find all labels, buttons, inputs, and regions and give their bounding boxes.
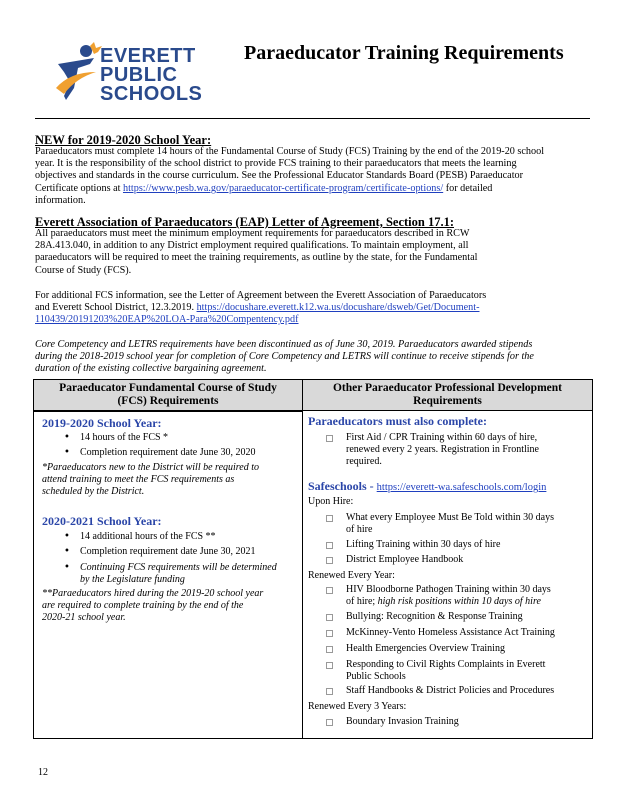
body-line: Course of Study (FCS). bbox=[35, 264, 132, 276]
safeschools-link[interactable]: https://everett-wa.safeschools.com/login bbox=[376, 482, 547, 493]
checkbox-icon bbox=[326, 614, 333, 621]
body-line: year. It is the responsibility of the school district to provide FCS training to their paraeducators that meets the learning bbox=[35, 158, 517, 170]
hire-item: District Employee Handbook bbox=[346, 554, 464, 565]
checkbox-icon bbox=[326, 688, 333, 695]
item-text: of hire; bbox=[346, 596, 378, 607]
item-line: by the Legislature funding bbox=[80, 574, 185, 585]
checkbox-icon bbox=[326, 515, 333, 522]
body-line: objectives and standards in the course curriculum. See the Professional Educator Standards Board (PESB) Paraeducator bbox=[35, 170, 524, 182]
fcs-column-header bbox=[34, 382, 302, 408]
note-line: attend training to meet the FCS requirements as bbox=[42, 474, 235, 485]
checkbox-icon bbox=[326, 662, 333, 669]
item-line: Continuing FCS requirements will be determined bbox=[80, 562, 277, 573]
annual-item: Staff Handbooks & District Policies and Procedures bbox=[346, 685, 555, 696]
pesb-certificate-link[interactable]: https://www.pesb.wa.gov/paraeducator-certificate-program/certificate-options/ bbox=[122, 182, 444, 194]
checkbox-icon bbox=[326, 630, 333, 637]
body-text: for detailed bbox=[443, 182, 493, 194]
body-line: information. bbox=[35, 194, 86, 206]
note-line: 2020-21 school year. bbox=[42, 612, 126, 623]
annual-item: Health Emergencies Overview Training bbox=[346, 643, 505, 654]
bullet-icon: • bbox=[64, 546, 70, 557]
body-line: paraeducators will be required to meet the training requirements, as outline by the state, for the Fundamental bbox=[35, 252, 478, 264]
checkbox-icon bbox=[326, 435, 333, 442]
header-line: Paraeducator Fundamental Course of Study bbox=[59, 382, 277, 394]
discontinued-notice bbox=[35, 339, 591, 376]
column-divider bbox=[302, 380, 303, 738]
notice-line: Core Competency and LETRS requirements have been discontinued as of June 30, 2019. Paraeducators awarded stipends bbox=[35, 339, 533, 350]
note-line: *Paraeducators new to the District will be required to bbox=[42, 462, 260, 473]
loa-document-link-cont[interactable]: 110439/20191203%20EAP%20LOA-Para%20Compentency.pdf bbox=[35, 314, 299, 326]
item-text: high risk positions within 10 days of hire bbox=[377, 596, 541, 607]
checkbox-icon bbox=[326, 542, 333, 549]
first-aid-item bbox=[346, 432, 539, 468]
note-line: scheduled by the District. bbox=[42, 486, 145, 497]
item-line: of hire bbox=[346, 524, 373, 535]
item-line: Public Schools bbox=[346, 671, 406, 682]
fcs-item: 14 additional hours of the FCS ** bbox=[80, 531, 216, 542]
body-text: and Everett School District, 12.3.2019. bbox=[35, 302, 197, 314]
safeschools-line bbox=[308, 480, 546, 494]
bullet-icon: • bbox=[64, 531, 70, 542]
bullet-icon: • bbox=[64, 562, 70, 573]
fcs-item bbox=[80, 562, 277, 586]
table-header-row bbox=[34, 380, 592, 411]
annual-item: Bullying: Recognition & Response Training bbox=[346, 611, 523, 622]
year-2019-heading: 2019-2020 School Year: bbox=[42, 416, 162, 430]
header-line: Requirements bbox=[413, 395, 482, 407]
item-line: First Aid / CPR Training within 60 days of hire, bbox=[346, 432, 538, 443]
body-line: For additional FCS information, see the Letter of Agreement between the Everett Association of Paraeducators bbox=[35, 290, 487, 301]
notice-line: during the 2018-2019 school year for completion of Core Competency and LETRS will continue to receive stipends for the bbox=[35, 351, 534, 363]
safeschools-label: Safeschools - bbox=[308, 479, 377, 493]
renewed-3-years-label: Renewed Every 3 Years: bbox=[308, 701, 407, 712]
logo-line-3: SCHOOLS bbox=[100, 83, 203, 105]
fcs-item: Completion requirement date June 30, 2020 bbox=[80, 447, 256, 458]
hire-item: Lifting Training within 30 days of hire bbox=[346, 539, 501, 550]
body-line: All paraeducators must meet the minimum employment requirements for paraeducators described in RCW bbox=[35, 228, 470, 239]
bullet-icon: • bbox=[64, 447, 70, 458]
logo-line-2: PUBLIC bbox=[100, 64, 178, 86]
bullet-icon: • bbox=[64, 432, 70, 443]
other-pd-column-header bbox=[303, 382, 592, 408]
cell-rule bbox=[34, 411, 302, 412]
body-line bbox=[35, 183, 591, 195]
fcs-item: 14 hours of the FCS * bbox=[80, 432, 169, 443]
checkbox-icon bbox=[326, 557, 333, 564]
new-hire-note bbox=[42, 462, 300, 498]
hire-item bbox=[346, 512, 554, 536]
notice-line: duration of the existing collective bargaining agreement. bbox=[35, 363, 267, 375]
item-line: HIV Bloodborne Pathogen Training within 30 days bbox=[346, 584, 551, 595]
note-line: are required to complete training by the end of the bbox=[42, 600, 244, 611]
logo-wordmark bbox=[100, 47, 202, 104]
item-line: required. bbox=[346, 456, 382, 467]
hired-note bbox=[42, 588, 300, 624]
must-complete-heading: Paraeducators must also complete: bbox=[308, 414, 487, 428]
renewed-year-label: Renewed Every Year: bbox=[308, 570, 395, 581]
item-line: What every Employee Must Be Told within 30 days bbox=[346, 512, 554, 523]
checkbox-icon bbox=[326, 719, 333, 726]
logo-line-1: EVERETT bbox=[100, 45, 196, 67]
header-line: (FCS) Requirements bbox=[117, 395, 219, 407]
section-eap-body bbox=[35, 228, 591, 277]
section-new-title: NEW for 2019-2020 School Year: bbox=[35, 133, 212, 147]
year-2020-heading: 2020-2021 School Year: bbox=[42, 514, 162, 528]
item-line: renewed every 2 years. Registration in Frontline bbox=[346, 444, 539, 455]
checkbox-icon bbox=[326, 587, 333, 594]
header-line: Other Paraeducator Professional Development bbox=[332, 382, 562, 394]
body-line: 28A.413.040, in addition to any District employment required qualifications. To maintain employment, all bbox=[35, 240, 469, 252]
annual-item bbox=[346, 659, 545, 683]
header-divider bbox=[35, 118, 590, 119]
note-line: **Paraeducators hired during the 2019-20 school year bbox=[42, 588, 264, 599]
additional-info bbox=[35, 290, 591, 327]
requirements-table bbox=[33, 379, 593, 739]
body-line bbox=[35, 314, 591, 326]
checkbox-icon bbox=[326, 646, 333, 653]
section-eap-title: Everett Association of Paraeducators (EAP) Letter of Agreement, Section 17.1: bbox=[35, 215, 455, 229]
annual-item: McKinney-Vento Homeless Assistance Act Training bbox=[346, 627, 555, 638]
annual-item bbox=[346, 584, 551, 608]
fcs-item: Completion requirement date June 30, 2021 bbox=[80, 546, 256, 557]
page-number: 12 bbox=[38, 767, 48, 778]
section-new-body bbox=[35, 146, 591, 207]
item-line bbox=[346, 596, 551, 608]
three-year-item: Boundary Invasion Training bbox=[346, 716, 459, 727]
upon-hire-label: Upon Hire: bbox=[308, 496, 354, 507]
body-text: Certificate options at bbox=[35, 182, 123, 194]
body-line bbox=[35, 302, 591, 314]
document-title: Paraeducator Training Requirements bbox=[244, 42, 564, 64]
loa-document-link[interactable]: https://docushare.everett.k12.wa.us/docushare/dsweb/Get/Document- bbox=[196, 302, 480, 314]
item-line: Responding to Civil Rights Complaints in Everett bbox=[346, 659, 546, 670]
body-line: Paraeducators must complete 14 hours of the Fundamental Course of Study (FCS) Training by the end of the 2019-20 school bbox=[35, 146, 545, 157]
